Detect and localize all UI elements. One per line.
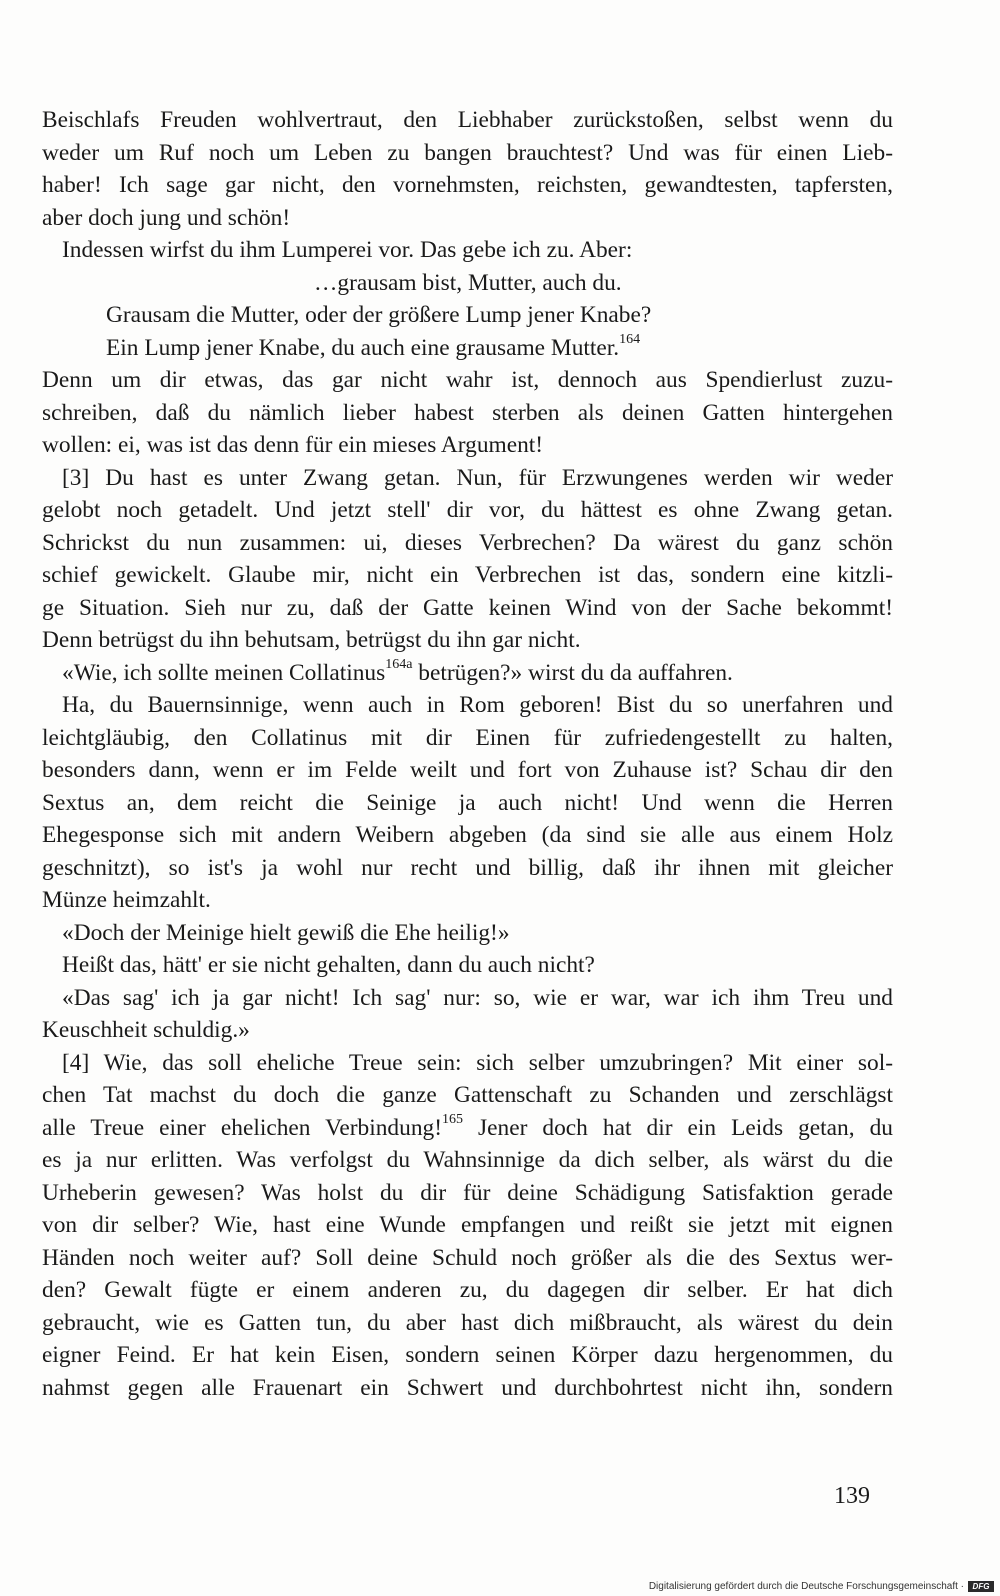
line-text: wollen: ei, was ist das denn für ein mieses Argument! xyxy=(42,432,544,458)
text-line xyxy=(42,397,893,430)
text-line xyxy=(42,852,893,885)
line-text: Ha, du Bauernsinnige, wenn auch in Rom geboren! Bist du so unerfahren und xyxy=(62,692,893,718)
text-line xyxy=(42,592,893,625)
line-text: Händen noch weiter auf? Soll deine Schuld noch größer als die des Sextus wer- xyxy=(42,1244,893,1271)
text-line xyxy=(42,462,893,495)
line-text: Keuschheit schuldig.» xyxy=(42,1017,250,1043)
text-line xyxy=(42,1242,893,1275)
text-line xyxy=(42,1209,893,1242)
text-line xyxy=(42,202,893,235)
text-line xyxy=(42,137,893,170)
text-line xyxy=(42,819,893,852)
text-line xyxy=(42,884,893,917)
text-line xyxy=(42,982,893,1015)
line-text: leichtgläubig, den Collatinus mit dir Einen für zufriedengestellt zu halten, xyxy=(42,724,893,751)
text-line xyxy=(42,1372,893,1405)
text-line xyxy=(42,1177,893,1210)
footnote-marker: 164a xyxy=(385,656,413,672)
line-text: chen Tat machst du doch die ganze Gattenschaft zu Schanden und zerschlägst xyxy=(42,1082,893,1108)
text-line xyxy=(42,1047,893,1080)
text-line xyxy=(42,917,893,950)
body-text xyxy=(42,104,893,1404)
line-text: Heißt das, hätt' er sie nicht gehalten, dann du auch nicht? xyxy=(62,952,595,978)
digitization-footer xyxy=(649,1581,994,1592)
text-line xyxy=(42,624,893,657)
line-text: es ja nur erlitten. Was verfolgst du Wahnsinnige da dich selber, als wärst du die xyxy=(42,1147,893,1173)
line-text: «Wie, ich sollte meinen Collatinus xyxy=(62,659,386,686)
text-line xyxy=(42,169,893,202)
text-line xyxy=(42,787,893,820)
text-line xyxy=(42,1144,893,1177)
text-line xyxy=(42,689,893,722)
text-line xyxy=(42,657,893,690)
text-line xyxy=(42,559,893,592)
line-text: Grausam die Mutter, oder der größere Lump jener Knabe? xyxy=(106,302,652,328)
text-line xyxy=(42,299,893,332)
line-text: gelobt noch getadelt. Und jetzt stell' dir vor, du hättest es ohne Zwang getan. xyxy=(42,497,893,523)
line-text: geschnitzt), so ist's ja wohl nur recht und billig, daß ihr ihnen mit gleicher xyxy=(42,854,893,881)
line-text: [3] Du hast es unter Zwang getan. Nun, für Erzwungenes werden wir weder xyxy=(62,464,893,491)
line-text: «Doch der Meinige hielt gewiß die Ehe heilig!» xyxy=(62,919,510,946)
line-text: besonders dann, wenn er im Felde weilt und fort von Zuhause ist? Schau dir den xyxy=(42,757,893,783)
line-text: Urheberin gewesen? Was holst du dir für deine Schädigung Satisfaktion gerade xyxy=(42,1179,893,1206)
page-number: 139 xyxy=(834,1483,870,1509)
line-text: Ein Lump jener Knabe, du auch eine grausame Mutter. xyxy=(106,334,620,361)
text-line xyxy=(42,494,893,527)
line-text: nahmst gegen alle Frauenart ein Schwert und durchbohrtest nicht ihn, sondern xyxy=(42,1374,893,1401)
text-line xyxy=(42,332,893,365)
line-text: Münze heimzahlt. xyxy=(42,887,211,913)
text-line xyxy=(42,267,893,300)
text-line xyxy=(42,1079,893,1112)
text-line xyxy=(42,949,893,982)
line-text: schreiben, daß du nämlich lieber habest sterben als deinen Gatten hintergehen xyxy=(42,399,893,426)
footer-credit-text: Digitalisierung gefördert durch die Deutsche Forschungsgemeinschaft · xyxy=(648,1581,964,1592)
line-text: weder um Ruf noch um Leben zu bangen brauchtest? Und was für einen Lieb- xyxy=(42,139,893,166)
line-text: eigner Feind. Er hat kein Eisen, sondern seinen Körper dazu hergenommen, du xyxy=(42,1342,893,1368)
line-text: «Das sag' ich ja gar nicht! Ich sag' nur: so, wie er war, war ich ihm Treu und xyxy=(62,984,893,1011)
text-line xyxy=(42,364,893,397)
text-line xyxy=(42,1307,893,1340)
footnote-marker: 164 xyxy=(619,331,641,347)
text-line xyxy=(42,1112,893,1145)
line-text: betrügen?» wirst du da auffahren. xyxy=(412,659,733,686)
line-text: Beischlafs Freuden wohlvertraut, den Liebhaber zurückstoßen, selbst wenn du xyxy=(42,107,893,133)
line-text: gebraucht, wie es Gatten tun, du aber hast dich mißbraucht, als wärest du dein xyxy=(42,1309,893,1336)
text-line xyxy=(42,429,893,462)
line-text: Jener doch hat dir ein Leids getan, du xyxy=(463,1114,894,1141)
dfg-logo-icon: DFG xyxy=(968,1581,994,1592)
text-line xyxy=(42,1274,893,1307)
line-text: Ehegesponse sich mit andern Weibern abgeben (da sind sie alle aus einem Holz xyxy=(42,822,893,848)
line-text: [4] Wie, das soll eheliche Treue sein: sich selber umzubringen? Mit einer sol- xyxy=(62,1049,893,1076)
line-text: Sextus an, dem reicht die Seinige ja auch nicht! Und wenn die Herren xyxy=(42,789,893,816)
text-line xyxy=(42,234,893,267)
text-line xyxy=(42,104,893,137)
text-line xyxy=(42,1339,893,1372)
line-text: …grausam bist, Mutter, auch du. xyxy=(314,269,622,296)
line-text: ge Situation. Sieh nur zu, daß der Gatte keinen Wind von der Sache bekommt! xyxy=(42,594,893,621)
text-line xyxy=(42,527,893,560)
line-text: Denn betrügst du ihn behutsam, betrügst du ihn gar nicht. xyxy=(42,627,581,653)
line-text: aber doch jung und schön! xyxy=(42,204,291,231)
footnote-marker: 165 xyxy=(442,1111,464,1127)
line-text: von dir selber? Wie, hast eine Wunde empfangen und reißt sie jetzt mit eignen xyxy=(42,1212,893,1238)
text-line xyxy=(42,754,893,787)
line-text: Denn um dir etwas, das gar nicht wahr ist, dennoch aus Spendierlust zuzu- xyxy=(42,367,893,393)
line-text: alle Treue einer ehelichen Verbindung! xyxy=(42,1114,443,1141)
line-text: Schrickst du nun zusammen: ui, dieses Verbrechen? Da wärest du ganz schön xyxy=(42,529,893,556)
line-text: den? Gewalt fügte er einem anderen zu, du dagegen dir selber. Er hat dich xyxy=(42,1277,893,1303)
line-text: schief gewickelt. Glaube mir, nicht ein Verbrechen ist das, sondern eine kitzli- xyxy=(42,562,893,588)
text-line xyxy=(42,722,893,755)
line-text: haber! Ich sage gar nicht, den vornehmsten, reichsten, gewandtesten, tapfersten, xyxy=(42,172,893,198)
text-line xyxy=(42,1014,893,1047)
line-text: Indessen wirfst du ihm Lumperei vor. Das gebe ich zu. Aber: xyxy=(62,237,633,263)
